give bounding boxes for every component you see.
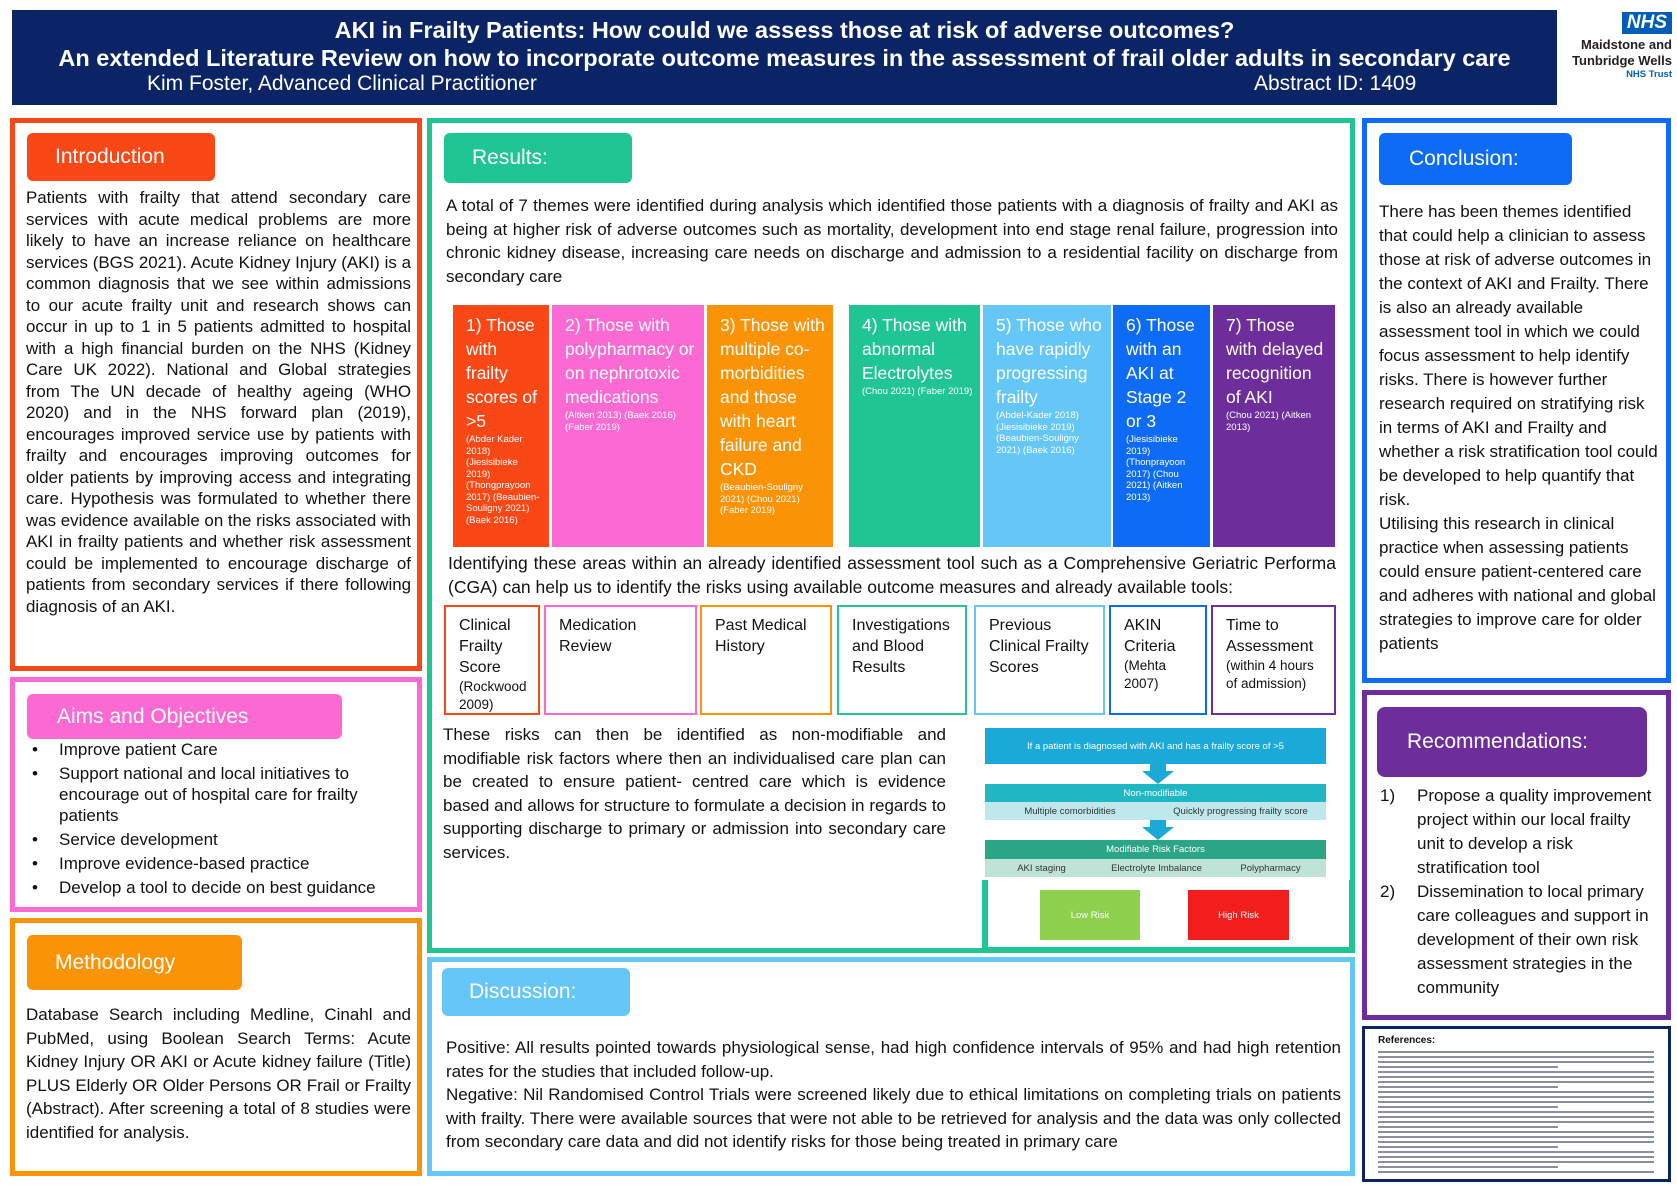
- recommendation-item: [1380, 880, 1660, 1000]
- aims-item-text: Service development: [59, 830, 218, 849]
- reference-line: [1378, 1056, 1654, 1058]
- aims-item-text: Improve patient Care: [59, 740, 218, 759]
- aims-item: [32, 829, 407, 850]
- theme-title: 3) Those with multiple co-morbidities and those with heart failure and CKD: [720, 315, 825, 479]
- conclusion-paragraph: Utilising this research in clinical practice when assessing patients could ensure patient-centered care and adheres with national and global strategies to improve care for older patients: [1379, 514, 1656, 653]
- bullet-icon: •: [32, 854, 38, 873]
- tool-title: Clinical Frailty Score: [459, 617, 511, 676]
- reference-line: [1378, 1116, 1654, 1118]
- aims-panel: [10, 677, 422, 912]
- tool-sub: (within 4 hours of admission): [1226, 658, 1314, 691]
- theme-card-7: [1213, 305, 1335, 547]
- discussion-negative: Negative: Nil Randomised Control Trials were screened likely due to ethical limitations on completing trials on patients with frailty. There were available sources that were not able to be retrieved for analysis and the data was only collected from secondary care data and did not identify risks for those being treated in primary care: [446, 1085, 1341, 1151]
- tool-box-5: [974, 605, 1105, 715]
- aims-item-text: Support national and local initiatives to encourage out of hospital care for frailty patients: [59, 764, 358, 825]
- risks-text: These risks can then be identified as non-modifiable and modifiable risk factors where then an individualised care plan can be created to ensure patient- centred care which is evidence based and allows for structure to formulate a decision in regards to supporting discharge to primary or admission into secondary care services.: [443, 725, 946, 862]
- recommendations-panel: [1362, 690, 1671, 1020]
- theme-card-4: [849, 305, 980, 547]
- reference-line: [1378, 1166, 1558, 1168]
- reference-line: [1378, 1091, 1654, 1093]
- tool-title: Previous Clinical Frailty Scores: [989, 617, 1089, 676]
- poster-header: [12, 10, 1557, 105]
- reference-line: [1378, 1131, 1654, 1133]
- tool-title: AKIN Criteria: [1124, 617, 1176, 655]
- author: Kim Foster, Advanced Clinical Practitioner: [147, 72, 537, 95]
- discussion-text: [446, 1036, 1341, 1154]
- theme-card-2: [552, 305, 704, 547]
- tool-sub: (Rockwood 2009): [459, 679, 527, 712]
- flow-mod-header: Modifiable Risk Factors: [985, 840, 1326, 859]
- item-number: 2): [1380, 882, 1396, 901]
- reference-line: [1378, 1071, 1654, 1073]
- low-risk-box: Low Risk: [1040, 890, 1140, 940]
- theme-refs: (Aitken 2013) (Baek 2016) (Faber 2019): [565, 410, 676, 433]
- trust-label: NHS Trust: [1626, 69, 1672, 80]
- tool-title: Past Medical History: [715, 617, 807, 655]
- aims-item: [32, 763, 407, 826]
- aims-item: [32, 877, 407, 898]
- tool-title: Investigations and Blood Results: [852, 617, 950, 676]
- conclusion-paragraph: There has been themes identified that could help a clinician to assess those at risk of adverse outcomes in the context of AKI and Frailty. There is also an already available assessment tool in which we could focus assessment to help identify risks. There is however further research required on stratifying risk in terms of AKI and Frailty and whether a risk stratification tool could be developed to help quantify that risk.: [1379, 202, 1658, 509]
- tool-box-7: [1211, 605, 1336, 715]
- aims-item-text: Develop a tool to decide on best guidance: [59, 878, 376, 897]
- theme-card-3: [707, 305, 833, 547]
- discussion-heading: Discussion:: [442, 968, 630, 1016]
- high-risk-box: High Risk: [1188, 890, 1289, 940]
- theme-title: 2) Those with polypharmacy or on nephrotoxic medications: [565, 315, 695, 407]
- nhs-logo: [1562, 12, 1672, 82]
- aims-item: [32, 739, 407, 760]
- aims-heading: Aims and Objectives: [27, 694, 342, 739]
- aims-item-text: Improve evidence-based practice: [59, 854, 310, 873]
- aims-list: [32, 739, 407, 901]
- reference-line: [1378, 1126, 1558, 1128]
- theme-refs: (Abder Kader 2018) (Jiesisibieke 2019) (Thongprayoon 2017) (Beaubien-Souligny 2021) (Baek 2016): [466, 434, 540, 526]
- flow-nonmod-item: Quickly progressing frailty score: [1155, 802, 1326, 820]
- tool-title: Medication Review: [559, 617, 637, 655]
- results-heading: Results:: [444, 133, 632, 183]
- references-panel: [1362, 1026, 1671, 1182]
- bullet-icon: •: [32, 830, 38, 849]
- reference-line: [1378, 1061, 1654, 1063]
- recommendation-text: Dissemination to local primary care colleagues and support in development of their own risk assessment strategies in the community: [1417, 882, 1649, 997]
- theme-card-1: [453, 305, 549, 547]
- poster-subtitle: An extended Literature Review on how to incorporate outcome measures in the assessment of frail older adults in secondary care: [58, 45, 1511, 71]
- conclusion-text: [1379, 200, 1662, 656]
- theme-title: 1) Those with frailty scores of >5: [466, 315, 537, 431]
- tool-title: Time to Assessment: [1226, 617, 1314, 655]
- flow-nonmod-header: Non-modifiable: [985, 784, 1326, 802]
- conclusion-panel: [1362, 118, 1671, 683]
- aims-item: [32, 853, 407, 874]
- reference-line: [1378, 1141, 1654, 1143]
- reference-line: [1378, 1081, 1654, 1083]
- bullet-icon: •: [32, 740, 38, 759]
- tool-box-6: [1109, 605, 1207, 715]
- reference-line: [1378, 1111, 1654, 1113]
- org-name-line1: Maidstone and: [1580, 37, 1672, 52]
- results-frame-notch-edge: [982, 880, 988, 952]
- tool-box-3: [700, 605, 832, 715]
- tool-box-4: [837, 605, 967, 715]
- results-frame-notch-edge: [982, 947, 1355, 953]
- introduction-heading: Introduction: [27, 133, 215, 181]
- flow-mod-item: Polypharmacy: [1215, 859, 1326, 877]
- reference-line: [1378, 1051, 1654, 1053]
- theme-refs: (Chou 2021) (Aitken 2013): [1226, 410, 1312, 433]
- reference-line: [1378, 1106, 1558, 1108]
- reference-line: [1378, 1066, 1558, 1068]
- theme-card-6: [1113, 305, 1210, 547]
- arrow-down-icon: [1140, 820, 1176, 840]
- abstract-id: Abstract ID: 1409: [1254, 72, 1417, 95]
- nhs-badge: NHS: [1622, 12, 1672, 34]
- bullet-icon: •: [32, 878, 38, 897]
- results-intro: A total of 7 themes were identified during analysis which identified those patients with a diagnosis of frailty and AKI as being at higher risk of adverse outcomes such as mortality, development into end stage renal failure, progression into chronic kidney disease, increasing care needs on discharge and admission to a residential facility on discharge from secondary care: [446, 196, 1338, 286]
- theme-title: 6) Those with an AKI at Stage 2 or 3: [1126, 315, 1195, 431]
- theme-refs: (Jiesisibieke 2019) (Thonprayoon 2017) (Chou 2021) (Aitken 2013): [1126, 434, 1186, 503]
- methodology-text: Database Search including Medline, Cinahl and PubMed, using Boolean Search Terms: Acute Kidney Injury OR AKI or Acute kidney failure (Title) PLUS Elderly OR Older Persons OR Frail or Frailty (Abstract). After screening a total of 8 studies were identified for analysis.: [26, 1005, 411, 1142]
- theme-refs: (Abdel-Kader 2018) (Jiesisibieke 2019) (Beaubien-Souligny 2021) (Baek 2016): [996, 410, 1079, 456]
- introduction-text: Patients with frailty that attend secondary care services with acute medical problems are more likely to have an increase reliance on healthcare services (BGS 2021). Acute Kidney Injury (AKI) is a common diagnosis that we see within admissions to our acute frailty unit and research shows can occur in up to 1 in 5 patients admitted to hospital with a high financial burden on the NHS (Kidney Care UK 2022). National and Global strategies from The UN decade of healthy ageing (WHO 2020) and in the NHS forward plan (2019), encourages improved service use by patients with frailty and encourages improving outcomes for older patients by improving access and integrating care. Hypothesis was formulated to whether there was evidence available on the risks associated with AKI in frailty patients and whether risk assessment could be implemented to encourage discharge of patients from secondary services if there following diagnosis of an AKI.: [26, 188, 411, 616]
- recommendations-list: [1380, 784, 1660, 1000]
- reference-line: [1378, 1076, 1654, 1078]
- identify-text: Identifying these areas within an already identified assessment tool such as a Comprehensive Geriatric Performa (CGA) can help us to identify the risks using available outcome measures and already available tools:: [448, 553, 1336, 597]
- reference-line: [1378, 1136, 1654, 1138]
- tool-box-2: [544, 605, 697, 715]
- theme-refs: (Beaubien-Souligny 2021) (Chou 2021) (Faber 2019): [720, 482, 803, 516]
- discussion-panel: [427, 957, 1355, 1176]
- recommendation-item: [1380, 784, 1660, 880]
- discussion-positive: Positive: All results pointed towards physiological sense, had high confidence intervals of 95% and had high retention rates for the studies that included follow-up.: [446, 1038, 1341, 1081]
- theme-refs: (Chou 2021) (Faber 2019): [862, 386, 973, 397]
- recommendations-heading: Recommendations:: [1377, 707, 1647, 777]
- flow-mod-item: Electrolyte Imbalance: [1098, 859, 1215, 877]
- org-name-line2: Tunbridge Wells: [1572, 53, 1672, 68]
- results-panel: [427, 118, 1355, 953]
- arrow-down-icon: [1140, 764, 1176, 784]
- tool-box-1: [444, 605, 540, 715]
- theme-card-5: [983, 305, 1111, 547]
- reference-line: [1378, 1146, 1558, 1148]
- poster-title: AKI in Frailty Patients: How could we assess those at risk of adverse outcomes?: [334, 17, 1235, 43]
- reference-line: [1378, 1151, 1654, 1153]
- references-heading: References:: [1378, 1035, 1436, 1046]
- theme-title: 7) Those with delayed recognition of AKI: [1226, 315, 1324, 407]
- theme-title: 5) Those who have rapidly progressing frailty: [996, 315, 1102, 407]
- methodology-heading: Methodology: [27, 935, 242, 990]
- results-frame-notch-edge: [1349, 880, 1355, 952]
- reference-line: [1378, 1101, 1654, 1103]
- bullet-icon: •: [32, 764, 38, 783]
- methodology-panel: [10, 918, 422, 1176]
- item-number: 1): [1380, 786, 1396, 805]
- conclusion-heading: Conclusion:: [1379, 133, 1572, 185]
- theme-title: 4) Those with abnormal Electrolytes: [862, 315, 967, 383]
- reference-line: [1378, 1086, 1558, 1088]
- reference-line: [1378, 1171, 1654, 1173]
- tool-sub: (Mehta 2007): [1124, 658, 1167, 691]
- recommendation-text: Propose a quality improvement project within our local frailty unit to develop a risk stratification tool: [1417, 786, 1652, 877]
- flow-mod-item: AKI staging: [985, 859, 1098, 877]
- reference-line: [1378, 1161, 1654, 1163]
- reference-line: [1378, 1096, 1654, 1098]
- reference-line: [1378, 1121, 1654, 1123]
- flow-nonmod-item: Multiple comorbidities: [985, 802, 1155, 820]
- introduction-panel: [10, 118, 422, 671]
- flow-start-box: If a patient is diagnosed with AKI and has a frailty score of >5: [985, 728, 1326, 764]
- reference-line: [1378, 1156, 1654, 1158]
